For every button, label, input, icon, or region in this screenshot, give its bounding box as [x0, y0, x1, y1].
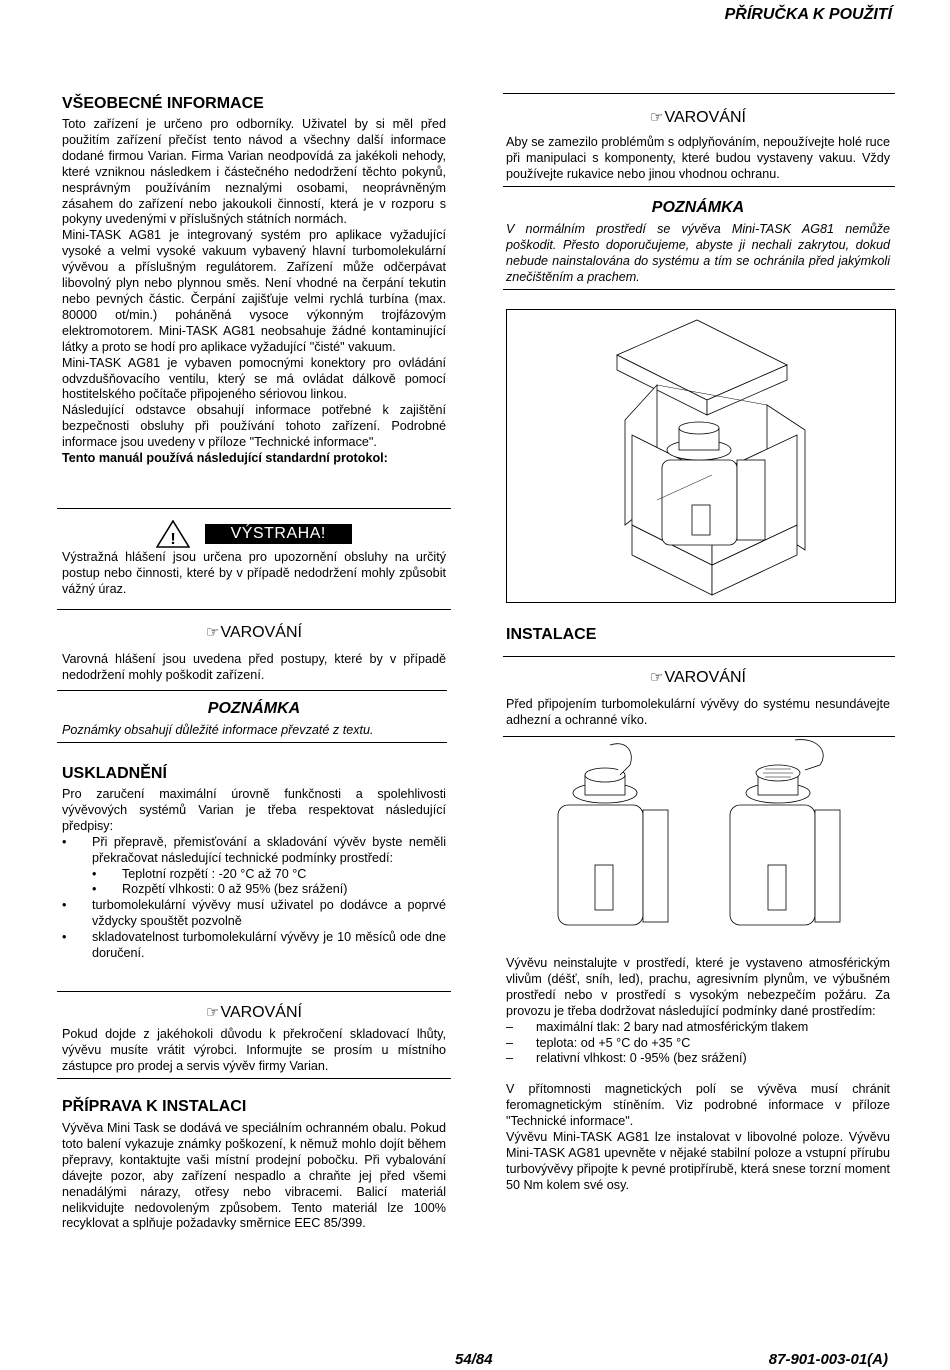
warning-triangle-icon [156, 520, 190, 548]
varovani-install-body [506, 697, 890, 729]
divider [57, 742, 447, 743]
list-item: – teplota: od +5 °C do +35 °C [506, 1036, 890, 1052]
document-number: 87-901-003-01(A) [768, 1351, 888, 1368]
list-item: • Rozpětí vlhkosti: 0 až 95% (bez srážení) [92, 882, 446, 898]
varovani-right-title: VAROVÁNÍ [664, 109, 746, 126]
running-header: PŘÍRUČKA K POUŽITÍ [724, 6, 892, 23]
divider [503, 186, 895, 187]
list-item: – relativní vlhkost: 0 -95% (bez srážení) [506, 1051, 890, 1067]
varovani-proto-title: VAROVÁNÍ [220, 624, 302, 641]
list-item: • Teplotní rozpětí : -20 °C až 70 °C [92, 867, 446, 883]
install-p1: Vývěvu neinstalujte v prostředí, které je vystaveno atmosférickým vlivům (déšť, sníh, led), prachu, agresivním plynům, ve výbušném prostředí nebo v prostředí s vysokým nebezpečím požáru. Za provozu je třeba dodržovat následující podmínky dané prostředím: [506, 956, 890, 1018]
general-p2: Mini-TASK AG81 je integrovaný systém pro aplikace vyžadující vysoké a velmi vysoké vakuum vybavený hlavní turbomolekulární vývěvou a příslušným regulátorem. Zařízení může odčerpávat libovolný plyn nebo plynnou směs. Není vhodné na čerpání tekutin nebo pevných částic. Čerpání zajišťuje velmi rychlá turbína (max. 80000 ot/min.) poháněná vysoce výkonným trojfázovým elektromotorem. Mini-TASK AG81 neobsahuje žádné kontaminující látky a proto se hodí pro aplikace vyžadující "čisté" vakuum. [62, 228, 446, 354]
varovani-right-body [506, 135, 890, 183]
divider [503, 93, 895, 94]
prep-body [62, 1121, 446, 1232]
pointing-hand-icon: ☞ [650, 108, 664, 126]
divider [503, 656, 895, 657]
storage-body [62, 787, 446, 962]
varovani-install-title: VAROVÁNÍ [664, 669, 746, 686]
divider [57, 508, 451, 509]
vystraha-text-p: Výstražná hlášení jsou určena pro upozornění obsluhy na určitý postup nebo činnosti, které by v případě nedodržení mohly způsobit vážný úraz. [62, 550, 446, 596]
varovani-storage-title: VAROVÁNÍ [220, 1004, 302, 1021]
packaging-figure [506, 309, 896, 603]
varovani-storage-body [62, 1027, 446, 1075]
varovani-proto-body [62, 652, 446, 684]
varovani-right-title-row [506, 108, 890, 127]
vystraha-text [62, 550, 446, 598]
poznamka-proto-body [62, 723, 446, 739]
varovani-proto-title-row [62, 623, 446, 642]
storage-heading: USKLADNĚNÍ [62, 765, 167, 782]
varovani-install-text: Před připojením turbomolekulární vývěvy do systému nesundávejte adhezní a ochranné víko. [506, 697, 890, 727]
storage-intro: Pro zaručení maximální úrovně funkčnosti a spolehlivosti vývěvových systémů Varian je třeba respektovat následující předpisy: [62, 787, 446, 833]
list-item: • skladovatelnost turbomolekulární vývěvy je 10 měsíců ode dne doručení. [62, 930, 446, 962]
varovani-proto-text: Varovná hlášení jsou uvedena před postupy, které by v případě nedodržení mohly poškodit zařízení. [62, 652, 446, 682]
list-item-text: Při přepravě, přemisťování a skladování vývěv byste neměli překračovat následující technické podmínky prostředí: [92, 834, 446, 865]
list-item [62, 835, 446, 899]
poznamka-right-title: POZNÁMKA [651, 199, 745, 216]
lid-removal-figure [550, 735, 850, 935]
list-item: – maximální tlak: 2 bary nad atmosférickým tlakem [506, 1020, 890, 1036]
lid-removal-illustration [550, 735, 850, 935]
general-body [62, 117, 446, 467]
general-heading: VŠEOBECNÉ INFORMACE [62, 95, 264, 112]
poznamka-proto-text: Poznámky obsahují důležité informace převzaté z textu. [62, 723, 374, 737]
general-p5: Tento manuál používá následující standardní protokol: [62, 451, 388, 466]
pointing-hand-icon: ☞ [650, 668, 664, 686]
divider [57, 1078, 451, 1079]
poznamka-right-text: V normálním prostředí se vývěva Mini-TASK AG81 nemůže poškodit. Přesto doporučujeme, abyste ji nechali zakrytou, dokud nebude nainstalována do systému a tím se ochránila před jakýmkoli znečištěním a prachem. [506, 222, 890, 284]
general-p3: Mini-TASK AG81 je vybaven pomocnými konektory pro ovládání odvzdušňovacího ventilu, který se má ovládat dálkově pomocí hostitelského počítače připojeného sériovou linkou. [62, 355, 446, 402]
varovani-right-text: Aby se zamezilo problémům s odplyňováním, nepoužívejte holé ruce při manipulaci s komponenty, které budou vystaveny vakuu. Vždy používejte rukavice nebo jinou vhodnou ochranu. [506, 135, 890, 181]
poznamka-proto-title: POZNÁMKA [207, 700, 301, 717]
packaged-pump-illustration [507, 310, 895, 602]
warning-triangle-symbol: ! [170, 531, 176, 548]
install-p2: V přítomnosti magnetických polí se vývěva musí chránit feromagnetickým stíněním. Viz podrobné informace v příloze "Technické informace". [506, 1082, 890, 1129]
divider [57, 609, 451, 610]
prep-text: Vývěva Mini Task se dodává ve speciálním ochranném obalu. Pokud toto balení vykazuje známky poškození, k němuž mohlo dojít během přepravy, kontaktujte vaši místní prodejní pobočku. Při vybalování dávejte pozor, aby zařízení nespadlo a chraňte jej před všemi nenadálými nárazy, otřesy nebo vibracemi. Balicí materiál nelikvidujte nedovoleným způsobem. Tento materiál lze 100% recyklovat a splňuje požadavky směrnice EEC 85/399. [62, 1121, 446, 1231]
varovani-storage-title-row [62, 1003, 446, 1022]
page-number: 54/84 [455, 1351, 493, 1368]
prep-heading: PŘÍPRAVA K INSTALACI [62, 1098, 247, 1115]
divider [503, 289, 895, 290]
general-p1: Toto zařízení je určeno pro odborníky. Uživatel by si měl před použitím zařízení přečíst tento návod a všechny další informace dodané firmou Varian. Firma Varian neodpovídá za jakékoli nehody, které vzniknou následkem i částečného nedodržení těchto pokynů, nesprávným používáním neznalými osobami, neoprávněným zásahem do zařízení nebo jakoukoli činností, která je v rozporu s pokyny uvedenými v příslušných státních normách. [62, 117, 446, 227]
pointing-hand-icon: ☞ [206, 1003, 220, 1021]
install-heading: INSTALACE [506, 626, 597, 643]
vystraha-label: VÝSTRAHA! [205, 524, 352, 544]
install-p3: Vývěvu Mini-TASK AG81 lze instalovat v libovolné poloze. Vývěvu Mini-TASK AG81 upevněte v nějaké stabilní poloze a vstupní přírubu turbovývěvy připojte k pevné protipřírubě, která snese torzní moment 50 Nm kolem své osy. [506, 1130, 890, 1192]
list-item: • turbomolekulární vývěvy musí uživatel po dodávce a poprvé vždycky spouštět pozvolně [62, 898, 446, 930]
general-p4: Následující odstavce obsahují informace potřebné k zajištění bezpečnosti obsluhy při používání tohoto zařízení. Podrobné informace jsou uvedeny v příloze "Technické informace". [62, 403, 446, 450]
varovani-storage-text: Pokud dojde z jakéhokoli důvodu k překročení skladovací lhůty, vývěvu musíte vrátit výrobci. Informujte se prosím u místního zástupce pro prodej a servis vývěv firmy Varian. [62, 1027, 446, 1073]
vystraha-title-row [62, 520, 446, 548]
divider [57, 690, 447, 691]
pointing-hand-icon: ☞ [206, 623, 220, 641]
varovani-install-title-row [506, 668, 890, 687]
poznamka-right-body [506, 222, 890, 286]
divider [57, 991, 451, 992]
install-body [506, 956, 890, 1194]
